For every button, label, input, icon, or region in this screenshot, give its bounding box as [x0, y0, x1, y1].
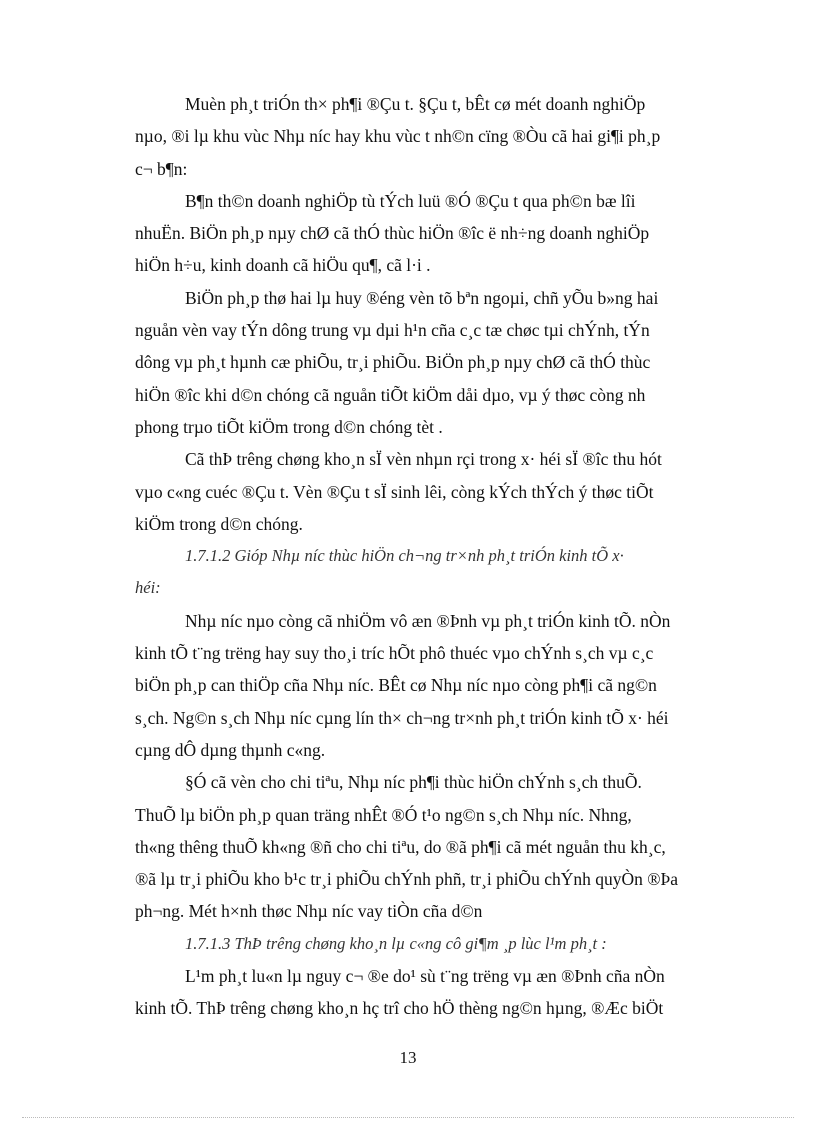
text-line: kiÖm trong d©n chóng. [135, 513, 303, 534]
body-text [135, 88, 738, 1025]
text-line: ®ã lµ tr¸i phiÕu kho b¹c tr¸i phiÕu chÝnh phñ, tr¸i phiÕu chÝnh quyÒn ®Þa [135, 869, 679, 890]
text-line: B¶n th©n doanh nghiÖp tù tÝch luü ®Ó ®Çu t qua ph©n bæ lîi [185, 190, 636, 211]
text-line: nµo, ®i lµ khu vùc Nhµ níc hay khu vùc t nh©n cïng ®Òu cã hai gi¶i ph¸p [135, 126, 661, 147]
text-line: nguån vèn vay tÝn dông trung vµ dµi h¹n cña c¸c tæ chøc tµi chÝnh, tÝn [135, 320, 650, 341]
text-line: BiÖn ph¸p thø hai lµ huy ®éng vèn tõ bªn ngoµi, chñ yÕu b»ng hai [185, 287, 659, 308]
text-line: dông vµ ph¸t hµnh cæ phiÕu, tr¸i phiÕu. BiÖn ph¸p nµy chØ cã thÓ thùc [135, 352, 651, 373]
section-heading: 1.7.1.3 ThÞ trêng chøng kho¸n lµ c«ng cô gi¶m ¸p lùc l¹m ph¸t : [185, 933, 607, 953]
text-line: Nhµ níc nµo còng cã nhiÖm vô æn ®Þnh vµ ph¸t triÓn kinh tÕ. nÒn [185, 610, 671, 631]
text-line: phong trµo tiÕt kiÖm trong d©n chóng tèt . [135, 416, 443, 437]
text-line: biÖn ph¸p can thiÖp cña Nhµ níc. BÊt cø Nhµ níc nµo còng ph¶i cã ng©n [135, 675, 657, 696]
section-heading: héi: [135, 578, 161, 598]
text-line: nhuËn. BiÖn ph¸p nµy chØ cã thÓ thùc hiÖn ®îc ë nh÷ng doanh nghiÖp [135, 223, 650, 244]
text-line: hiÖn h÷u, kinh doanh cã hiÖu qu¶, cã l·i . [135, 255, 431, 276]
text-line: hiÖn ®îc khi d©n chóng cã nguån tiÕt kiÖm dåi dµo, vµ ý thøc còng nh [135, 384, 646, 405]
text-line: kinh tÕ. ThÞ trêng chøng kho¸n hç trî cho hÖ thèng ng©n hµng, ®Æc biÖt [135, 998, 664, 1019]
text-line: th«ng thêng thuÕ kh«ng ®ñ cho chi tiªu, do ®ã ph¶i cã mét nguån thu kh¸c, [135, 836, 666, 857]
text-line: Cã thÞ trêng chøng kho¸n sÏ vèn nhµn rçi trong x· héi sÏ ®îc thu hót [185, 449, 662, 470]
text-line: s¸ch. Ng©n s¸ch Nhµ níc cµng lín th× ch¬ng tr×nh ph¸t triÓn kinh tÕ x· héi [135, 707, 669, 728]
text-line: L¹m ph¸t lu«n lµ nguy c¬ ®e do¹ sù t¨ng trëng vµ æn ®Þnh cña nÒn [185, 966, 665, 987]
text-line: ph¬ng. Mét h×nh thøc Nhµ níc vay tiÒn cña d©n [135, 901, 483, 922]
section-heading: 1.7.1.2 Gióp Nhµ níc thùc hiÖn ch¬ng tr×nh ph¸t triÓn kinh tÕ x· [185, 546, 624, 566]
page-number: 13 [399, 1048, 417, 1067]
text-line: ThuÕ lµ biÖn ph¸p quan träng nhÊt ®Ó t¹o ng©n s¸ch Nhµ níc. Nhng, [135, 804, 632, 825]
page-bottom-rule [22, 1117, 794, 1118]
text-line: c¬ b¶n: [135, 158, 188, 179]
text-line: Muèn ph¸t triÓn th× ph¶i ®Çu t. §Çu t, bÊt cø mét doanh nghiÖp [185, 94, 646, 114]
text-line: §Ó cã vèn cho chi tiªu, Nhµ níc ph¶i thùc hiÖn chÝnh s¸ch thuÕ. [185, 772, 642, 793]
text-line: cµng dÔ dµng thµnh c«ng. [135, 739, 326, 760]
text-line: kinh tÕ t¨ng trëng hay suy tho¸i tríc hÕt phô thuéc vµo chÝnh s¸ch vµ c¸c [135, 643, 654, 664]
text-line: vµo c«ng cuéc ®Çu t. Vèn ®Çu t sÏ sinh lêi, còng kÝch thÝch ý thøc tiÕt [135, 481, 654, 502]
